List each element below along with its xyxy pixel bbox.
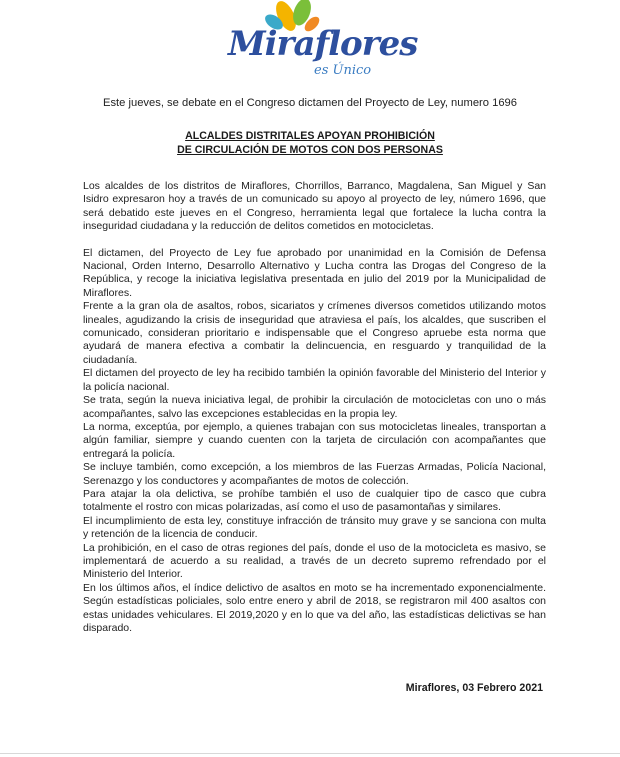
paragraph: Se trata, según la nueva iniciativa legal, de prohibir la circulación de motocicletas con uno o más acompañantes, salvo las excepciones establecidas en la propia ley. [83,394,546,420]
paragraph: La prohibición, en el caso de otras regiones del país, donde el uso de la motocicleta es masivo, se implementará de acuerdo a su realidad, a través de un decreto supremo refrendado por el Ministerio del Interior. [83,541,546,581]
paragraph: Los alcaldes de los distritos de Miraflores, Chorrillos, Barranco, Magdalena, San Miguel y San Isidro expresaron hoy a través de un comunicado su apoyo al proyecto de ley, número 1696, que será debatido este jueves en el Congreso, herramienta legal que fortalece la lucha contra la inseguridad ciudadana y la reducción de delitos cometidos en motocicletas. [83,180,546,233]
paragraph: Se incluye también, como excepción, a los miembros de las Fuerzas Armadas, Policía Nacional, Serenazgo y los conductores y acompañantes de motos de colección. [83,461,546,487]
body-text [83,180,546,635]
logo-tagline: es Único [314,63,372,78]
paragraph: La norma, exceptúa, por ejemplo, a quienes trabajan con sus motocicletas lineales, transportan a algún familiar, siempre y cuando cuenten con la tarjeta de circulación con acompañantes que entregará la policía. [83,420,546,460]
logo-brand: Miraflores [228,24,418,64]
paragraph: Para atajar la ola delictiva, se prohíbe también el uso de cualquier tipo de casco que cubra totalmente el rostro con micas polarizadas, así como el uso de pasamontañas y similares. [83,487,546,514]
headline-line-2: DE CIRCULACIÓN DE MOTOS CON DOS PERSONAS [177,144,443,156]
paragraph: En los últimos años, el índice delictivo de asaltos en moto se ha incrementado exponencialmente. Según estadísticas policiales, solo entre enero y abril de 2018, se registraron mil 400 asaltos con estas unidades vehiculares. El 2019,2020 y en lo que va del año, las estadísticas delictivas se han disparado. [83,581,546,634]
page-divider [0,753,620,754]
headline [130,129,490,157]
paragraph: El dictamen, del Proyecto de Ley fue aprobado por unanimidad en la Comisión de Defensa Nacional, Orden Interno, Desarrollo Alternativo y Lucha contra las Drogas del Congreso de la República, y recoge la iniciativa legislativa presentada en julio del 2019 por la Municipalidad de Miraflores. [83,246,546,299]
miraflores-logo [222,0,418,88]
signature-date: Miraflores, 03 Febrero 2021 [405,682,543,694]
paragraph: El incumplimiento de esta ley, constituye infracción de tránsito muy grave y se sanciona con multa y retención de la licencia de conducir. [83,514,546,541]
paragraph: Frente a la gran ola de asaltos, robos, sicariatos y crímenes diversos cometidos utilizando motos lineales, agudizando la crisis de inseguridad que atraviesa el país, los alcaldes, que suscriben el comunicado, consideran prioritario e indispensable que el Congreso apruebe esta norma que ayudará de manera efectiva a combatir la delincuencia, en resguardo y tranquilidad de la ciudadanía. [83,300,546,366]
paragraph: El dictamen del proyecto de ley ha recibido también la opinión favorable del Ministerio del Interior y la policía nacional. [83,367,546,393]
subtitle: Este jueves, se debate en el Congreso dictamen del Proyecto de Ley, numero 1696 [103,97,517,109]
headline-line-1: ALCALDES DISTRITALES APOYAN PROHIBICIÓN [185,130,435,142]
